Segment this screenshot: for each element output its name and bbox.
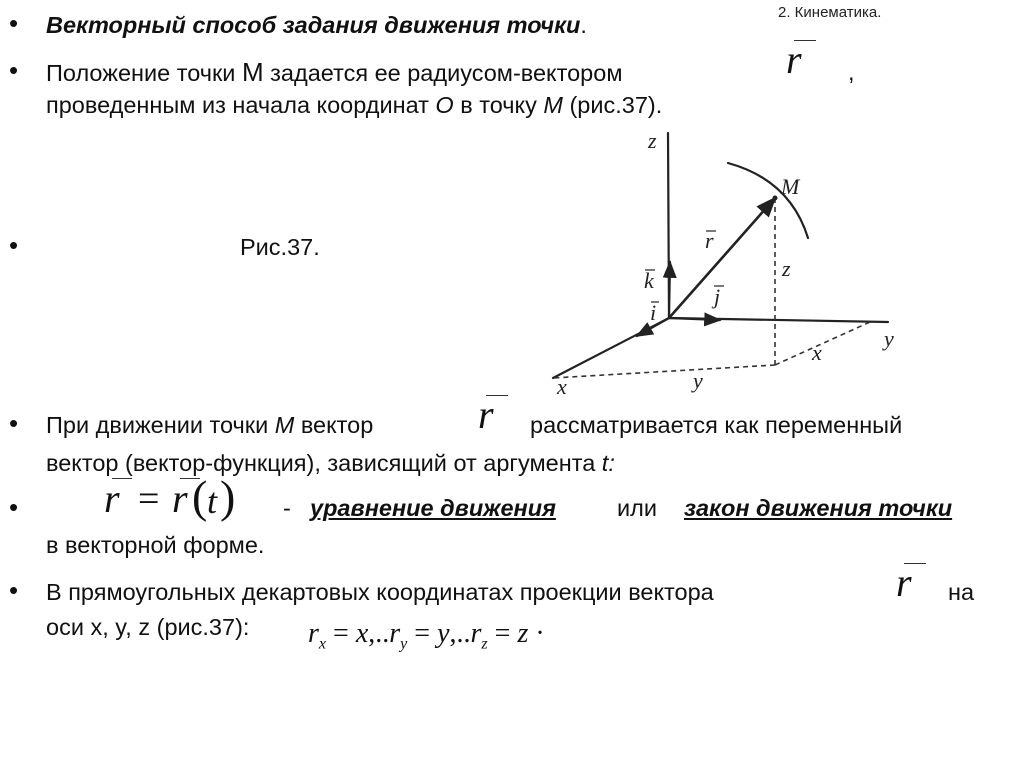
symbol-x: x [355, 618, 369, 649]
law-name: закон движения точки [684, 495, 953, 521]
vector-r-letter: r [786, 37, 802, 82]
separator: ,.. [368, 618, 390, 649]
line-projections-end: на [948, 579, 975, 605]
text-segment: (рис.37). [562, 92, 663, 118]
symbol-y: y [437, 618, 450, 649]
y-axis-label: y [884, 326, 894, 351]
bullet-4: • [9, 408, 19, 438]
separator: ,.. [449, 618, 471, 649]
line-motion [46, 410, 373, 440]
z-axis-label: z [648, 128, 657, 153]
bullet-2: • [9, 55, 19, 85]
figure-caption: Рис.37. [240, 234, 320, 260]
symbol-r: r [470, 618, 482, 649]
radius-vector [669, 198, 775, 318]
text-segment: в точку [453, 92, 544, 118]
vector-r-rhs [172, 475, 188, 523]
line-comma: , [848, 59, 855, 85]
bullet-5: • [9, 492, 19, 522]
bullet-1: • [9, 8, 19, 38]
text-segment: вектор [294, 412, 374, 438]
subscript-y: y [400, 635, 408, 653]
vector-j-label: j [714, 284, 721, 309]
point-m-dot [773, 196, 778, 201]
vector-r-label: r [705, 228, 714, 253]
vector-r-letter: r [478, 392, 494, 437]
proj-line-y [775, 322, 870, 365]
vector-r-symbol [896, 561, 912, 605]
x-projection-label: x [812, 340, 822, 365]
vector-r-lhs [104, 475, 120, 523]
line-vector-function [46, 448, 615, 478]
symbol-r: r [308, 618, 319, 649]
title-period: . [580, 12, 587, 38]
vector-r-letter: r [896, 560, 912, 605]
unit-vector-k [669, 262, 670, 318]
text-segment: проведенным из начала координат [46, 92, 436, 118]
symbol-z: z [517, 618, 529, 649]
equals-sign: = [407, 618, 438, 649]
point-m: М [274, 412, 295, 438]
point-m-label: M [781, 174, 800, 199]
title-text: Векторный способ задания движения точки [46, 12, 581, 38]
paren-close: ) [220, 471, 236, 522]
text-segment: задается ее радиусом-вектором [263, 60, 623, 86]
paren-open: ( [192, 471, 208, 522]
vector-i-label: i [650, 300, 657, 325]
projection-formula [308, 618, 545, 654]
z-projection-label: z [782, 256, 791, 281]
vector-r-letter: r [104, 476, 120, 521]
formula-end: · [528, 618, 545, 649]
vector-bar [112, 478, 132, 479]
point-m: М [543, 92, 563, 118]
text-segment: вектор (вектор-функция), зависящий от аргумента [46, 450, 602, 476]
argument-t: t [207, 481, 218, 521]
point-o: О [435, 92, 454, 118]
x-axis-label: x [557, 374, 567, 399]
vector-r-letter: r [172, 476, 188, 521]
argument-t: t: [601, 450, 615, 476]
line-motion-cont: рассматривается как переменный [530, 412, 903, 438]
text-segment: При движении точки [46, 412, 275, 438]
equals-sign: = [326, 618, 356, 649]
equals-sign: = [138, 478, 160, 520]
equals-sign: = [487, 618, 518, 649]
line-axes: оси x, y, z (рис.37): [46, 614, 250, 640]
subscript-z: z [481, 635, 488, 653]
equation-name: уравнение движения [310, 495, 556, 521]
symbol-r: r [389, 618, 401, 649]
vector-k-label: k [644, 268, 654, 293]
y-projection-label: y [693, 368, 703, 393]
line-vector-form: в векторной форме. [46, 532, 265, 558]
bullet-6: • [9, 575, 19, 605]
or-word: или [617, 495, 657, 521]
vector-bar [486, 395, 508, 396]
section-label: 2. Кинематика. [778, 4, 882, 21]
equation-dash: - [283, 495, 291, 521]
text-segment: Положение точки [46, 60, 242, 86]
vector-bar [904, 563, 926, 564]
subscript-x: x [318, 635, 327, 653]
vector-r-symbol [478, 393, 494, 437]
line-projections: В прямоугольных декартовых координатах проекции вектора [46, 579, 714, 605]
proj-line-x [553, 365, 775, 378]
point-m: М [241, 57, 264, 87]
bullet-3: • [9, 230, 19, 260]
